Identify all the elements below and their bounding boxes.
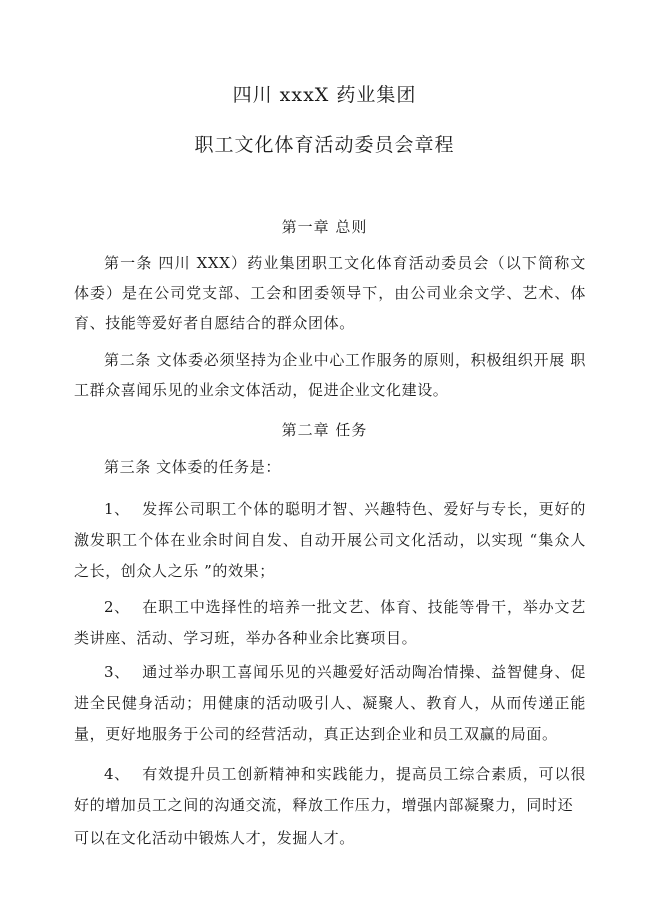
article-3: 第三条 文体委的任务是：	[104, 458, 281, 476]
task-item-2	[74, 592, 586, 654]
task-item-3	[74, 657, 586, 750]
task-item-number: 1、	[104, 500, 130, 518]
task-item-number: 2、	[104, 598, 130, 616]
chapter-1-heading: 第一章 总则	[281, 218, 368, 236]
task-item-number: 4、	[104, 765, 130, 783]
task-item-number: 3、	[104, 663, 130, 681]
task-item-text: 有效提升员工创新精神和实践能力，提高员工综合素质，可以很 好的增加员工之间的沟通交流，释放工作压力，增强内部凝聚力，同时还	[74, 765, 586, 814]
chapter-2-heading: 第二章 任务	[281, 421, 368, 439]
document-subtitle: 职工文化体育活动委员会章程	[194, 134, 455, 156]
task-item-1	[74, 494, 586, 587]
task-item-text: 通过举办职工喜闻乐见的兴趣爱好活动陶冶情操、益智健身、促 进全民健身活动；用健康的活动吸引人、凝聚人、教育人，从而传递正能 量，更好地服务于公司的经营活动，真正达到企业和员工双赢的局面。	[74, 663, 586, 743]
task-item-text: 发挥公司职工个体的聪明才智、兴趣特色、爱好与专长，更好的 激发职工个体在业余时间自发、自动开展公司文化活动，以实现 “集众人 之长，创众人之乐 ”的效果；	[74, 500, 586, 580]
document-title: 四川 xxxX 药业集团	[232, 84, 417, 106]
article-1: 第一条 四川 XXX）药业集团职工文化体育活动委员会（以下简称文 体委）是在公司党支部、工会和团委领导下，由公司业余文学、艺术、体 育、技能等爱好者自愿结合的群众团体。	[74, 254, 586, 332]
task-item-4-continuation: 可以在文化活动中锻炼人才，发掘人才。	[74, 829, 355, 847]
task-item-text: 在职工中选择性的培养一批文艺、体育、技能等骨干，举办文艺 类讲座、活动、学习班，举办各种业余比赛项目。	[74, 598, 586, 647]
task-item-4	[74, 759, 586, 821]
article-2: 第二条 文体委必须坚持为企业中心工作服务的原则，积极组织开展 职工群众喜闻乐见的业余文体活动，促进企业文化建设。	[74, 351, 586, 399]
